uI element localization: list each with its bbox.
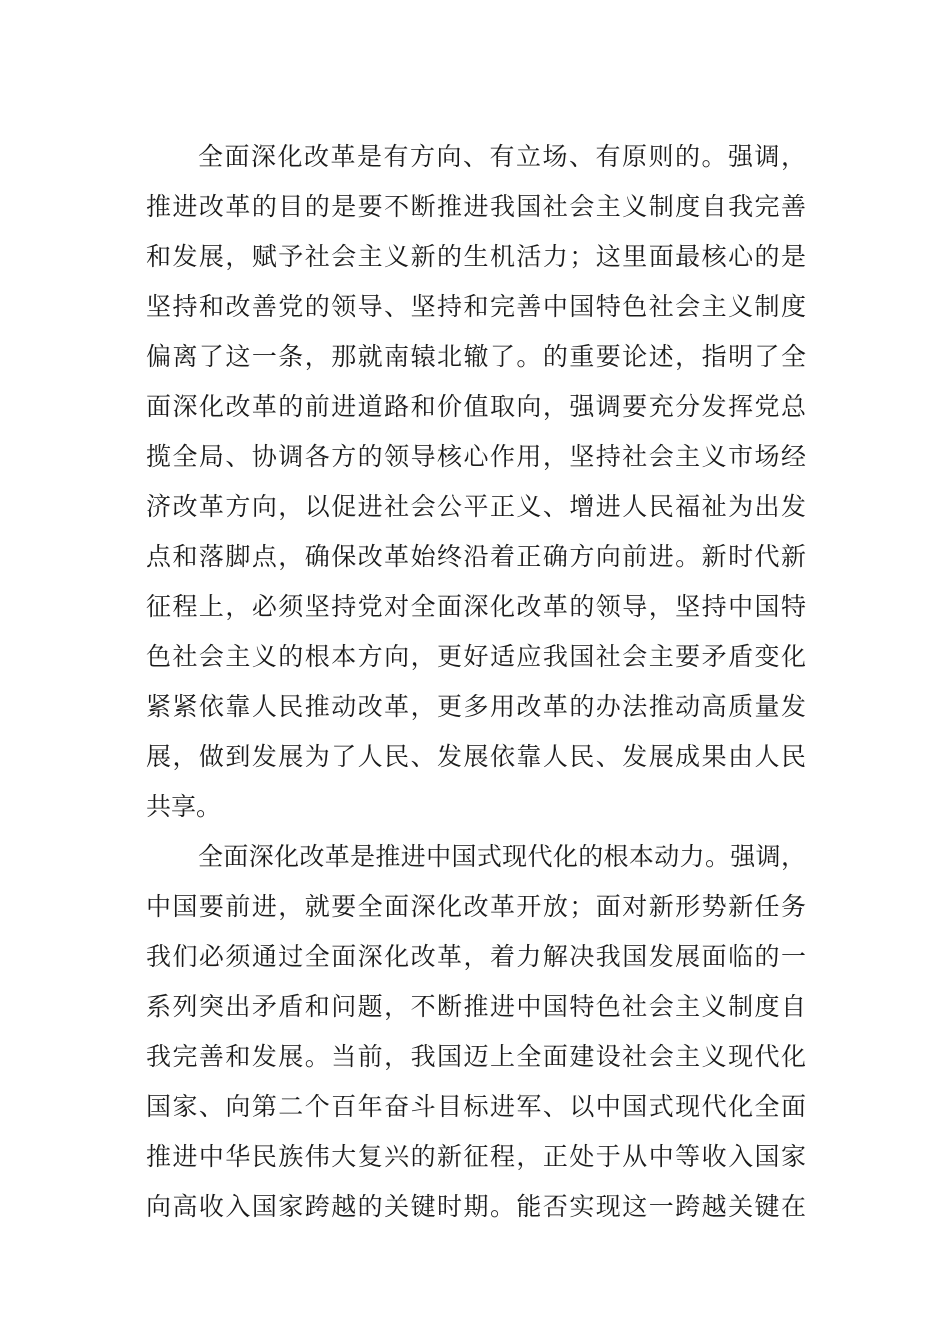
text-line: 坚持和改善党的领导、坚持和完善中国特色社会主义制度 — [146, 292, 806, 321]
document-body — [146, 132, 806, 1232]
text-line: 色社会主义的根本方向，更好适应我国社会主要矛盾变化 — [146, 642, 806, 671]
text-line: 向高收入国家跨越的关键时期。能否实现这一跨越关键在 — [146, 1192, 806, 1221]
text-line: 面深化改革的前进道路和价值取向，强调要充分发挥党总 — [146, 392, 806, 421]
text-line: 推进改革的目的是要不断推进我国社会主义制度自我完善 — [146, 192, 806, 221]
text-line: 系列突出矛盾和问题，不断推进中国特色社会主义制度自 — [146, 992, 806, 1021]
text-line: 展，做到发展为了人民、发展依靠人民、发展成果由人民 — [146, 742, 806, 771]
text-line: 全面深化改革是推进中国式现代化的根本动力。强调， — [198, 842, 806, 871]
text-line: 紧紧依靠人民推动改革，更多用改革的办法推动高质量发 — [146, 692, 806, 721]
paragraph-2 — [146, 832, 806, 1232]
text-line: 国家、向第二个百年奋斗目标进军、以中国式现代化全面 — [146, 1092, 806, 1121]
text-line: 点和落脚点，确保改革始终沿着正确方向前进。新时代新 — [146, 542, 806, 571]
text-line: 济改革方向，以促进社会公平正义、增进人民福祉为出发 — [146, 492, 806, 521]
text-line: 偏离了这一条，那就南辕北辙了。的重要论述，指明了全 — [146, 342, 806, 371]
text-line: 推进中华民族伟大复兴的新征程，正处于从中等收入国家 — [146, 1142, 806, 1171]
text-line: 全面深化改革是有方向、有立场、有原则的。强调， — [198, 142, 806, 171]
text-line: 和发展，赋予社会主义新的生机活力；这里面最核心的是 — [146, 242, 806, 271]
text-line: 中国要前进，就要全面深化改革开放；面对新形势新任务 — [146, 892, 806, 921]
text-line: 揽全局、协调各方的领导核心作用，坚持社会主义市场经 — [146, 442, 806, 471]
text-line: 我完善和发展。当前，我国迈上全面建设社会主义现代化 — [146, 1042, 806, 1071]
paragraph-1 — [146, 132, 806, 832]
text-line: 共享。 — [146, 792, 222, 821]
text-line: 征程上，必须坚持党对全面深化改革的领导，坚持中国特 — [146, 592, 806, 621]
text-line: 我们必须通过全面深化改革，着力解决我国发展面临的一 — [146, 942, 806, 971]
